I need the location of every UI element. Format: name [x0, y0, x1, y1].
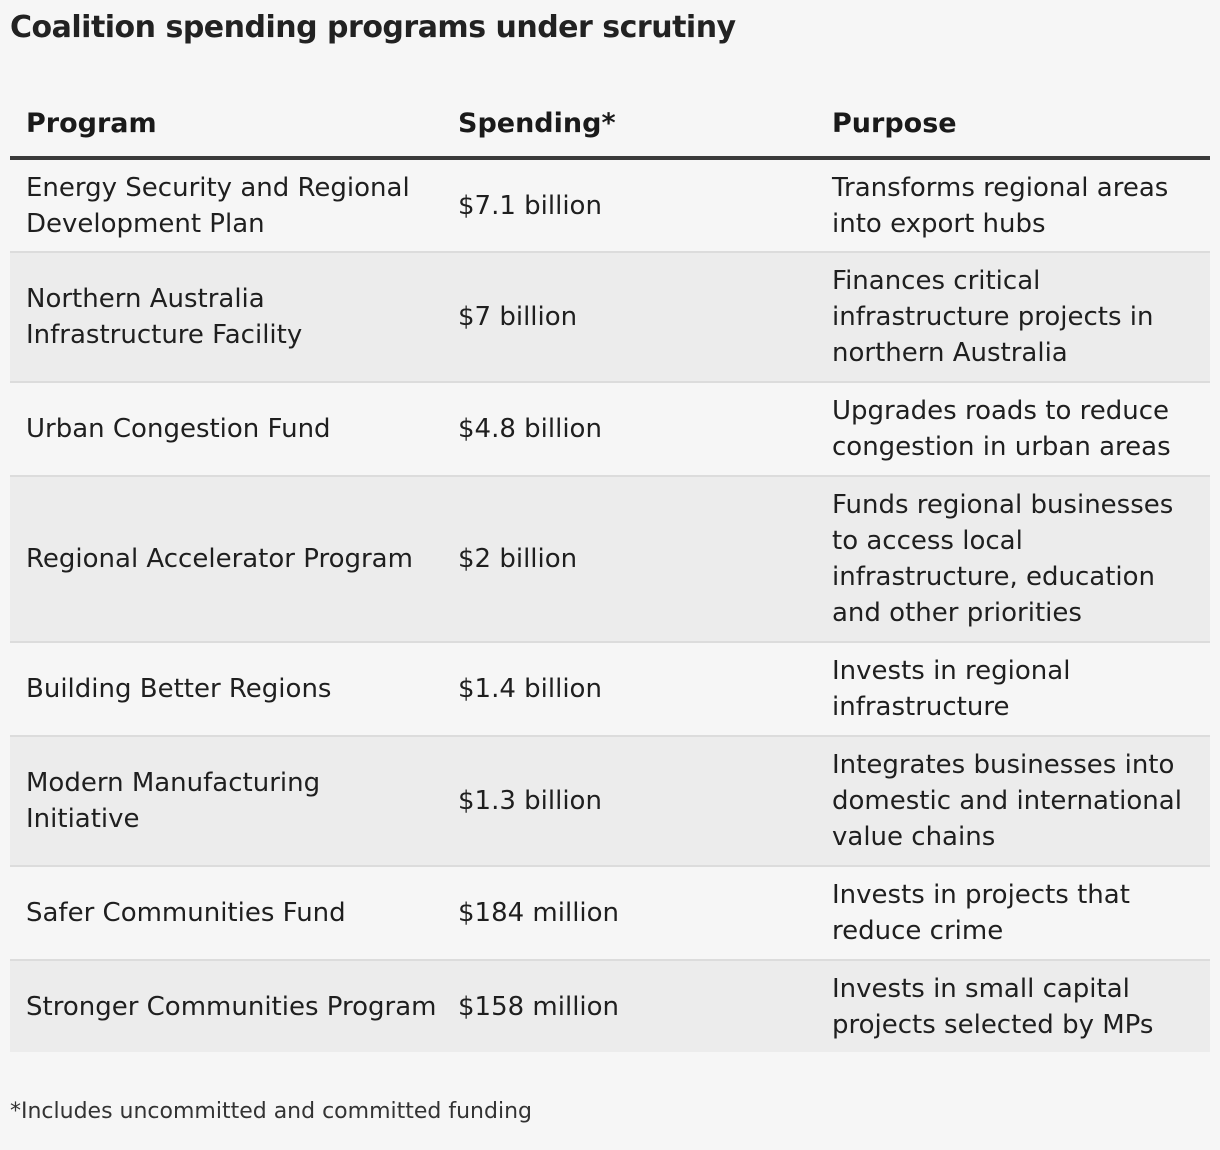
table-row — [10, 382, 1210, 476]
table-row — [10, 252, 1210, 382]
table-row — [10, 736, 1210, 866]
spending-cell: $7.1 billion — [442, 158, 816, 252]
table-row — [10, 476, 1210, 642]
page-title: Coalition spending programs under scrutiny — [10, 10, 736, 45]
table-row — [10, 866, 1210, 960]
program-cell: Modern Manufacturing Initiative — [10, 736, 442, 866]
spending-cell: $1.3 billion — [442, 736, 816, 866]
spending-cell: $7 billion — [442, 252, 816, 382]
purpose-cell: Invests in projects that reduce crime — [816, 866, 1210, 960]
spending-programs-table — [10, 92, 1210, 1052]
program-cell: Building Better Regions — [10, 642, 442, 736]
program-cell: Energy Security and Regional Development Plan — [10, 158, 442, 252]
purpose-cell: Invests in regional infrastructure — [816, 642, 1210, 736]
purpose-cell: Finances critical infrastructure projects in northern Australia — [816, 252, 1210, 382]
program-cell: Stronger Communities Program — [26, 991, 437, 1022]
purpose-cell: Upgrades roads to reduce congestion in urban areas — [816, 382, 1210, 476]
purpose-cell: Invests in small capital projects selected by MPs — [832, 973, 1154, 1040]
table-row — [10, 158, 1210, 252]
column-header-purpose: Purpose — [816, 92, 1210, 158]
purpose-cell: Transforms regional areas into export hubs — [816, 158, 1210, 252]
table-row — [10, 960, 1210, 1052]
table-header — [10, 92, 1210, 158]
column-header-spending: Spending* — [442, 92, 816, 158]
purpose-cell: Funds regional businesses to access local infrastructure, education and other priorities — [816, 476, 1210, 642]
program-cell: Northern Australia Infrastructure Facility — [10, 252, 442, 382]
spending-cell: $184 million — [442, 866, 816, 960]
spending-cell: $158 million — [458, 991, 620, 1022]
program-cell: Urban Congestion Fund — [10, 382, 442, 476]
program-cell: Regional Accelerator Program — [10, 476, 442, 642]
table-header-row — [10, 92, 1210, 158]
program-cell: Safer Communities Fund — [10, 866, 442, 960]
table-body — [10, 158, 1210, 1052]
table-row — [10, 642, 1210, 736]
purpose-cell: Integrates businesses into domestic and international value chains — [816, 736, 1210, 866]
spending-cell: $2 billion — [442, 476, 816, 642]
footnote: *Includes uncommitted and committed funding — [10, 1099, 532, 1124]
spending-cell: $4.8 billion — [442, 382, 816, 476]
column-header-program: Program — [10, 92, 442, 158]
spending-cell: $1.4 billion — [442, 642, 816, 736]
